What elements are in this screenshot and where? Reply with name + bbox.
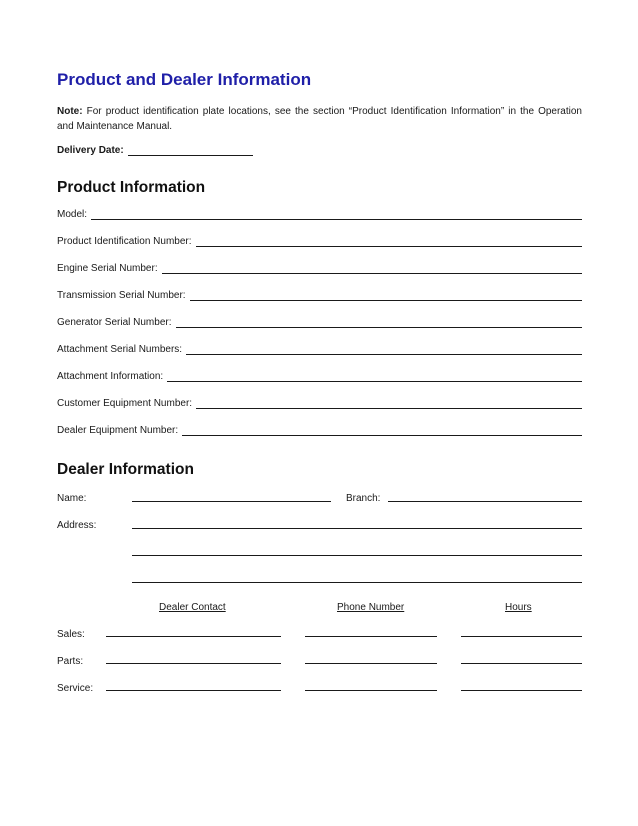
generator-serial-number-field[interactable]	[176, 317, 583, 328]
branch-label: Branch:	[346, 493, 381, 504]
field-label: Generator Serial Number:	[57, 317, 172, 328]
field-row-transmission-serial	[57, 287, 582, 301]
field-label: Attachment Serial Numbers:	[57, 344, 183, 355]
sales-contact-field[interactable]	[106, 636, 281, 637]
row-label-parts: Parts:	[57, 656, 84, 667]
column-phone-number: Phone Number	[337, 602, 405, 613]
address-line-1-field[interactable]	[132, 528, 582, 529]
field-label: Model:	[57, 209, 88, 220]
engine-serial-number-field[interactable]	[162, 263, 582, 274]
parts-hours-field[interactable]	[461, 663, 582, 664]
field-label: Engine Serial Number:	[57, 263, 158, 274]
column-dealer-contact: Dealer Contact	[159, 602, 226, 613]
parts-phone-field[interactable]	[305, 663, 437, 664]
name-label: Name:	[57, 493, 87, 504]
field-row-dealer-equipment	[57, 422, 582, 436]
service-hours-field[interactable]	[461, 690, 582, 691]
row-label-service: Service:	[57, 683, 94, 694]
address-label: Address:	[57, 520, 97, 531]
page-title: Product and Dealer Information	[57, 70, 312, 89]
attachment-information-field[interactable]	[167, 371, 582, 382]
note-text: For product identification plate locations, see the section “Product Identification Information” in the Operation and Maintenance Manual.	[57, 106, 582, 132]
field-label: Product Identification Number:	[57, 236, 192, 247]
product-identification-number-field[interactable]	[196, 236, 582, 247]
transmission-serial-number-field[interactable]	[190, 290, 582, 301]
row-label-sales: Sales:	[57, 629, 85, 640]
form-page	[57, 0, 582, 826]
address-line-2-field[interactable]	[132, 555, 582, 556]
delivery-date-row	[57, 145, 253, 156]
field-row-model	[57, 206, 582, 220]
delivery-date-field[interactable]	[128, 146, 253, 156]
field-row-customer-equipment	[57, 395, 582, 409]
column-hours: Hours	[505, 602, 532, 613]
model-field[interactable]	[91, 209, 582, 220]
parts-contact-field[interactable]	[106, 663, 281, 664]
customer-equipment-number-field[interactable]	[196, 398, 582, 409]
field-row-engine-serial	[57, 260, 582, 274]
field-label: Attachment Information:	[57, 371, 164, 382]
field-label: Customer Equipment Number:	[57, 398, 193, 409]
dealer-equipment-number-field[interactable]	[182, 425, 582, 436]
delivery-date-label: Delivery Date:	[57, 145, 124, 156]
service-phone-field[interactable]	[305, 690, 437, 691]
attachment-serial-numbers-field[interactable]	[186, 344, 582, 355]
field-label: Transmission Serial Number:	[57, 290, 186, 301]
address-line-3-field[interactable]	[132, 582, 582, 583]
name-field[interactable]	[132, 501, 331, 502]
field-row-product-id	[57, 233, 582, 247]
sales-hours-field[interactable]	[461, 636, 582, 637]
sales-phone-field[interactable]	[305, 636, 437, 637]
field-label: Dealer Equipment Number:	[57, 425, 179, 436]
field-row-attachment-info	[57, 368, 582, 382]
field-row-attachment-serials	[57, 341, 582, 355]
note-paragraph	[57, 104, 582, 134]
product-information-heading: Product Information	[57, 179, 206, 196]
branch-field[interactable]	[388, 501, 582, 502]
field-row-generator-serial	[57, 314, 582, 328]
note-label: Note:	[57, 106, 83, 117]
dealer-information-heading: Dealer Information	[57, 461, 194, 478]
service-contact-field[interactable]	[106, 690, 281, 691]
